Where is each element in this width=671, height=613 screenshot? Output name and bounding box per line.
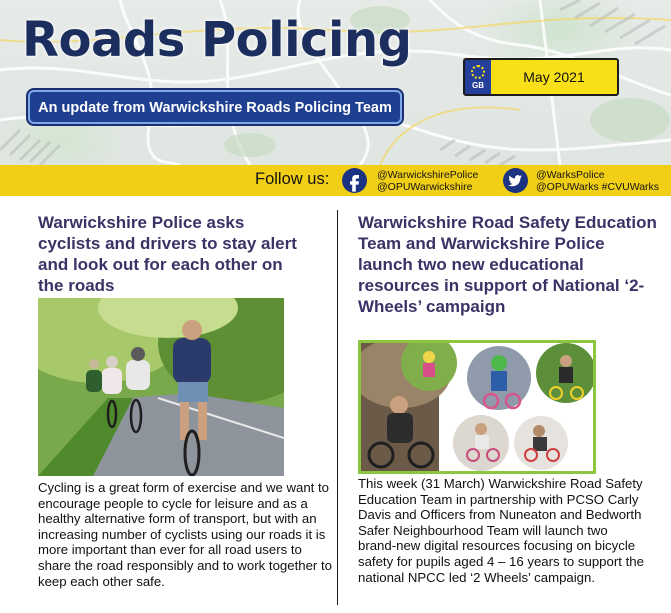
column-divider [337, 210, 338, 605]
twitter-handle-1[interactable]: @WarksPolice [536, 169, 605, 181]
facebook-handle-1[interactable]: @WarwickshirePolice [377, 169, 479, 181]
children-cycling-collage [358, 340, 596, 474]
subtitle-text: An update from Warwickshire Roads Policing Team [38, 100, 392, 116]
eu-stars-icon [471, 65, 485, 79]
date-number-plate [463, 58, 619, 96]
article-cycling-safety [38, 212, 328, 296]
article-body-right [358, 476, 644, 585]
twitter-handle-2[interactable]: @OPUWarks #CVUWarks [536, 181, 660, 193]
article-body-text: Cycling is a great form of exercise and we want to encourage people to cycle for leisure and as a healthy alternative form of transport, but with an increasing number of cyclists using our roads it is more important than ever for all road users to share the road responsibly and to work together to keep each other safe. [38, 480, 332, 589]
follow-label: Follow us: [255, 170, 330, 188]
cyclists-photo [38, 298, 284, 476]
article-body-text: This week (31 March) Warwickshire Road Safety Education Team in partnership with PCSO Carly Davis and Officers from Nuneaton and Bedworth Safer Neighbourhood Team will launch two brand-new digital resources focusing on bicycle safety for pupils aged 4 – 16 years to support the national NPCC led ‘2 Wheels’ campaign. [358, 476, 644, 585]
social-follow-bar [0, 165, 671, 196]
masthead [0, 0, 671, 165]
country-code: GB [472, 81, 484, 90]
article-body-left [38, 480, 332, 589]
issue-date: May 2021 [523, 69, 585, 85]
subtitle-banner [28, 90, 402, 124]
gb-plate-badge [465, 60, 491, 94]
facebook-icon[interactable] [342, 168, 367, 193]
article-2-wheels-campaign [358, 212, 663, 317]
newsletter-title: Roads Policing [22, 12, 412, 68]
article-headline: Warwickshire Road Safety Education Team and Warwickshire Police launch two new educational resources in support of National ‘2-Wheels’ campaign [358, 213, 657, 316]
article-headline: Warwickshire Police asks cyclists and drivers to stay alert and look out for each other on the roads [38, 213, 297, 295]
twitter-icon[interactable] [503, 168, 528, 193]
facebook-handle-2[interactable]: @OPUWarwickshire [377, 181, 473, 193]
